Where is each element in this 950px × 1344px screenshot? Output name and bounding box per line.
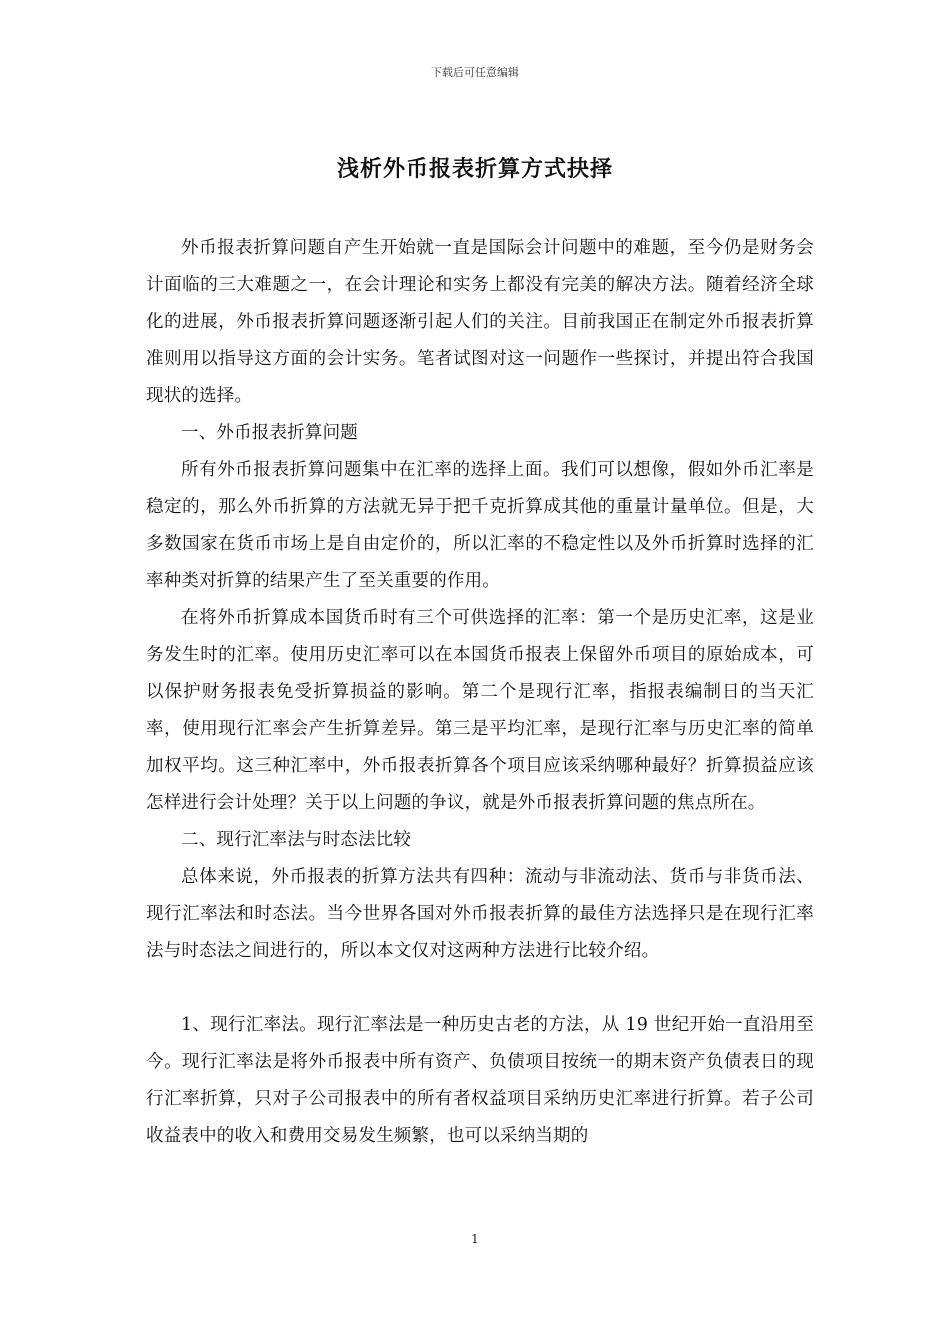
document-title: 浅析外币报表折算方式抉择: [336, 156, 613, 182]
paragraph-current-rate-method: 1、现行汇率法。现行汇率法是一种历史古老的方法，从 19 世纪开始一直沿用至今。现行汇率法是将外币报表中所有资产、负债项目按统一的期末资产负债表日的现行汇率折算，只对子公司报表中的所有者权益项目采纳历史汇率进行折算。若子公司收益表中的收入和费用交易发生频繁，也可以采纳当期的: [146, 1015, 814, 1146]
paragraph-three-rates: 在将外币折算成本国货币时有三个可供选择的汇率：第一个是历史汇率，这是业务发生时的汇率。使用历史汇率可以在本国货币报表上保留外币项目的原始成本，可以保护财务报表免受折算损益的影响。第二个是现行汇率，指报表编制日的当天汇率，使用现行汇率会产生折算差异。第三是平均汇率，是现行汇率与历史汇率的简单加权平均。这三种汇率中，外币报表折算各个项目应该采纳哪种最好？折算损益应该怎样进行会计处理？关于以上问题的争议，就是外币报表折算问题的焦点所在。: [146, 608, 814, 813]
document-body: [146, 230, 814, 1155]
header-note: 下载后可任意编辑: [431, 66, 519, 79]
section-heading-2: 二、现行汇率法与时态法比较: [181, 830, 412, 850]
section-heading-1: 一、外币报表折算问题: [181, 423, 358, 443]
paragraph-intro: 外币报表折算问题自产生开始就一直是国际会计问题中的难题，至今仍是财务会计面临的三大难题之一，在会计理论和实务上都没有完美的解决方法。随着经济全球化的进展，外币报表折算问题逐渐引起人们的关注。目前我国正在制定外币报表折算准则用以指导这方面的会计实务。笔者试图对这一问题作一些探讨，并提出符合我国现状的选择。: [146, 238, 814, 406]
page-number: 1: [471, 1232, 479, 1246]
paragraph-spacer: [146, 970, 814, 1007]
paragraph-rate-selection: 所有外币报表折算问题集中在汇率的选择上面。我们可以想像，假如外币汇率是稳定的，那么外币折算的方法就无异于把千克折算成其他的重量计量单位。但是，大多数国家在货币市场上是自由定价的，所以汇率的不稳定性以及外币折算时选择的汇率种类对折算的结果产生了至关重要的作用。: [146, 460, 814, 591]
paragraph-four-methods: 总体来说，外币报表的折算方法共有四种：流动与非流动法、货币与非货币法、现行汇率法和时态法。当今世界各国对外币报表折算的最佳方法选择只是在现行汇率法与时态法之间进行的，所以本文仅对这两种方法进行比较介绍。: [146, 867, 814, 961]
